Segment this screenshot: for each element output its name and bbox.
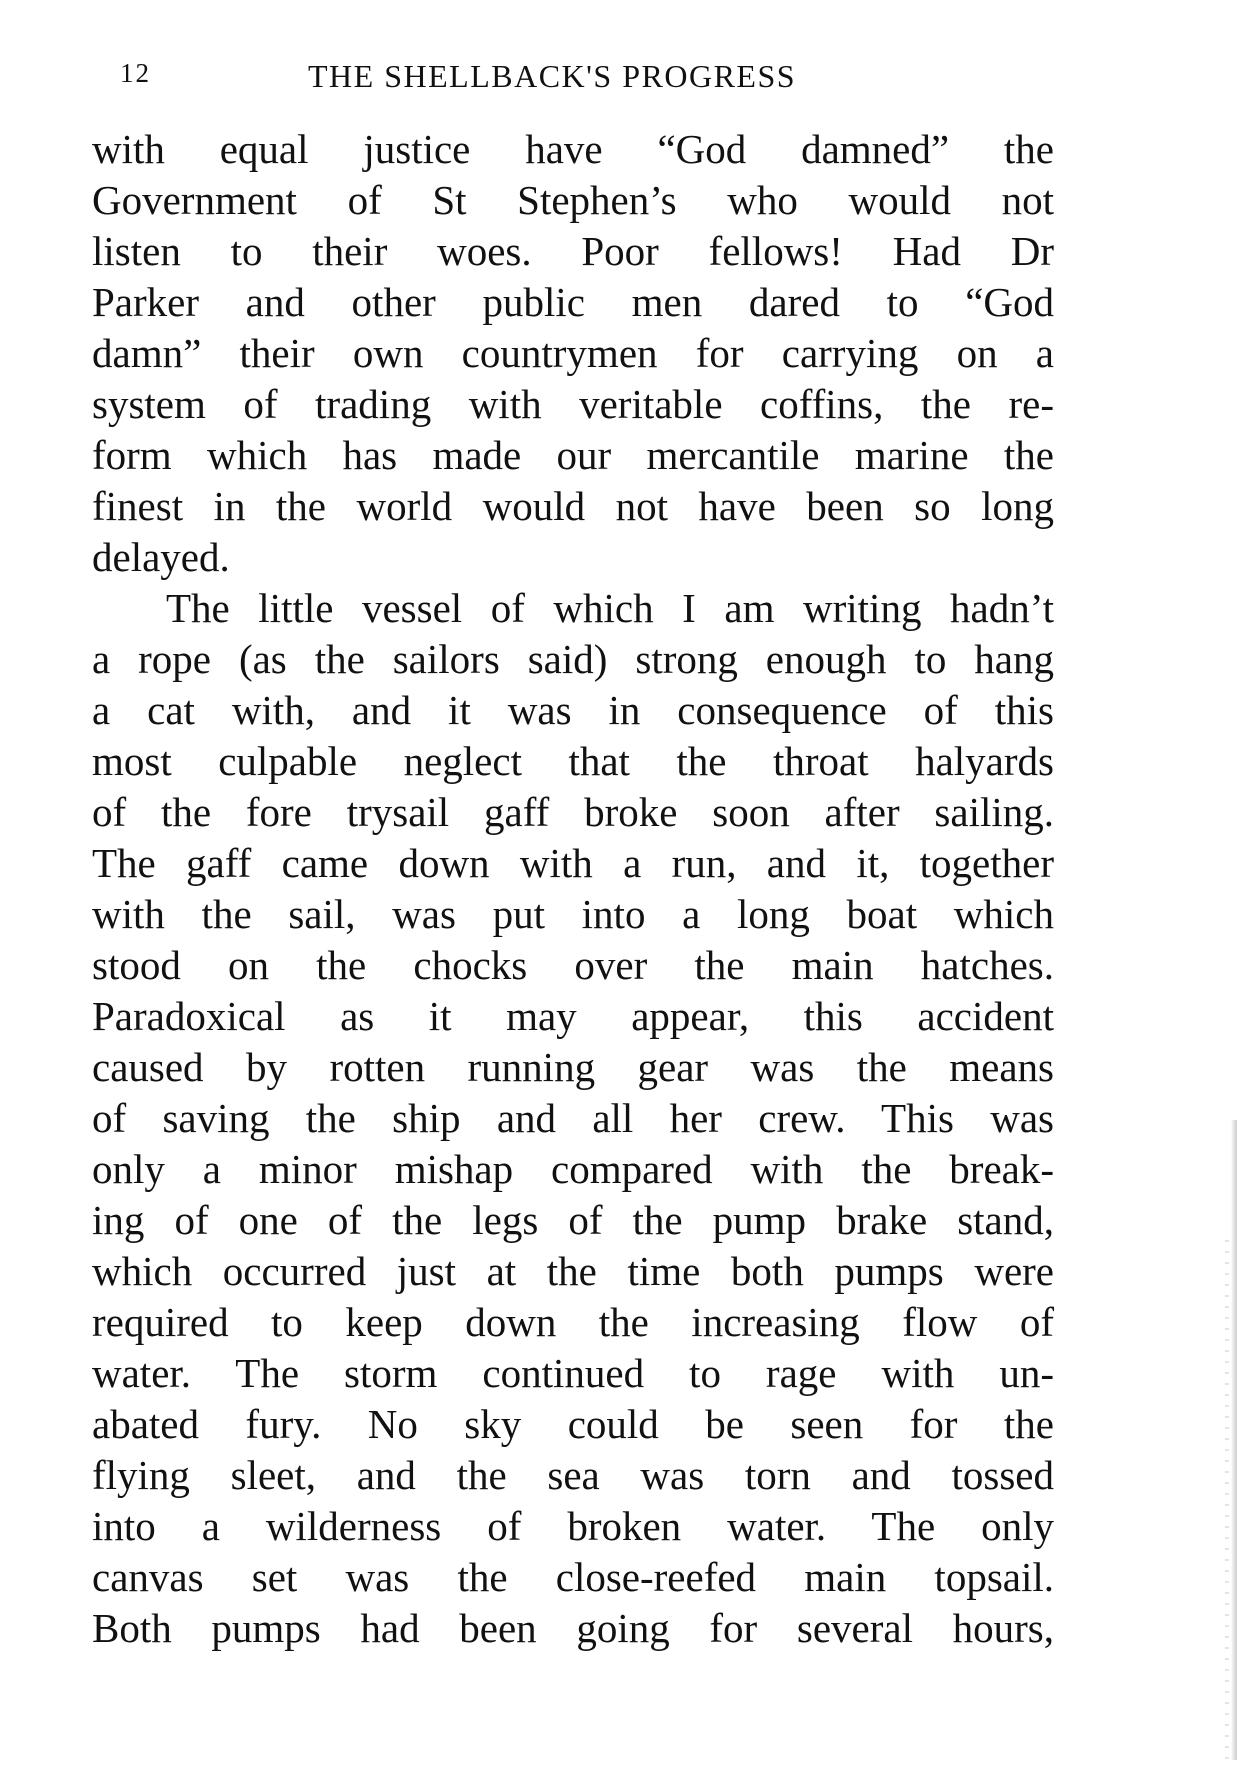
text-line: listen to their woes. Poor fellows! Had Dr — [92, 228, 1054, 274]
page-binding-edge — [1231, 1120, 1237, 1760]
text-line: stood on the chocks over the main hatches. — [92, 942, 1054, 988]
text-line: ing of one of the legs of the pump brake stand, — [92, 1197, 1054, 1243]
text-line: form which has made our mercantile marine the — [92, 432, 1054, 478]
text-line: required to keep down the increasing flow of — [92, 1299, 1054, 1345]
paragraph-1 — [92, 124, 1054, 583]
text-line: with equal justice have “God damned” the — [92, 126, 1054, 172]
text-line: with the sail, was put into a long boat which — [92, 891, 1054, 937]
page-binding-specks — [1225, 1240, 1229, 1760]
text-line: water. The storm continued to rage with un- — [92, 1350, 1054, 1396]
text-line: finest in the world would not have been so long — [92, 483, 1054, 529]
text-line: only a minor mishap compared with the break- — [92, 1146, 1054, 1192]
text-line: caused by rotten running gear was the means — [92, 1044, 1054, 1090]
text-line: abated fury. No sky could be seen for the — [92, 1401, 1054, 1447]
text-line: The gaff came down with a run, and it, together — [92, 840, 1054, 886]
text-line: damn” their own countrymen for carrying on a — [92, 330, 1054, 376]
text-line: canvas set was the close-reefed main topsail. — [92, 1554, 1054, 1600]
text-line: of saving the ship and all her crew. This was — [92, 1095, 1054, 1141]
text-line: delayed. — [92, 534, 230, 580]
text-line: a cat with, and it was in consequence of this — [92, 687, 1054, 733]
text-line: most culpable neglect that the throat halyards — [92, 738, 1054, 784]
running-head: THE SHELLBACK'S PROGRESS — [308, 58, 797, 94]
text-line: Paradoxical as it may appear, this accident — [92, 993, 1054, 1039]
text-line: The little vessel of which I am writing hadn’t — [166, 585, 1054, 631]
paragraph-2 — [92, 583, 1054, 1654]
text-line: of the fore trysail gaff broke soon after sailing. — [92, 789, 1054, 835]
text-line: Both pumps had been going for several hours, — [92, 1605, 1054, 1651]
text-line: into a wilderness of broken water. The only — [92, 1503, 1054, 1549]
page-header — [120, 52, 1080, 102]
text-line: which occurred just at the time both pumps were — [92, 1248, 1054, 1294]
text-line: Government of St Stephen’s who would not — [92, 177, 1054, 223]
text-line: a rope (as the sailors said) strong enough to hang — [92, 636, 1054, 682]
text-line: flying sleet, and the sea was torn and tossed — [92, 1452, 1054, 1498]
text-line: system of trading with veritable coffins, the re- — [92, 381, 1054, 427]
text-line: Parker and other public men dared to “God — [92, 279, 1054, 325]
body-text — [92, 124, 1054, 1654]
page-number: 12 — [120, 58, 151, 88]
